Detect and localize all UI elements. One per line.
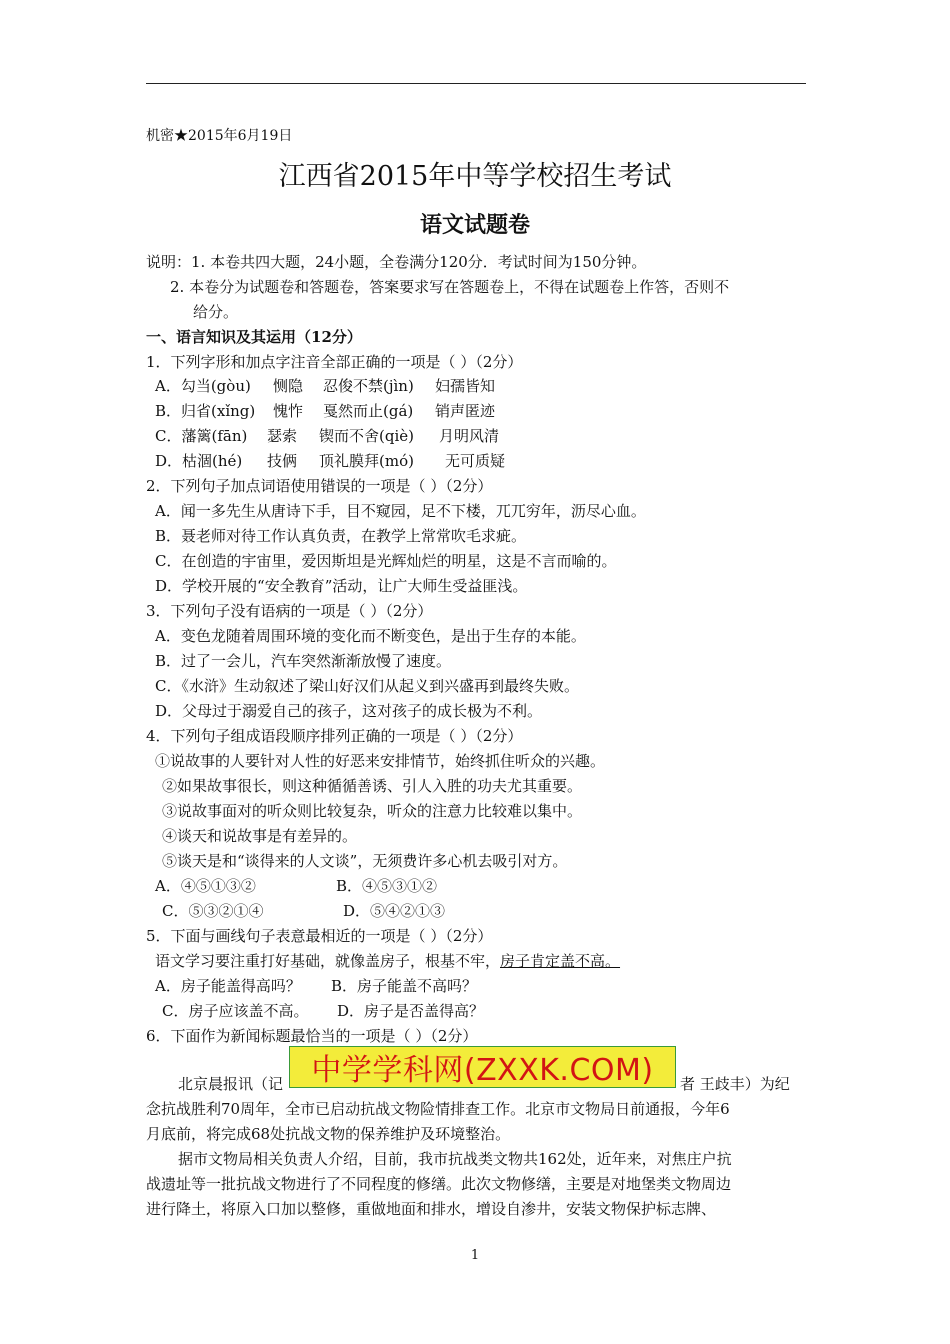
- confidential-date-line: 机密★2015年6月19日: [146, 128, 293, 144]
- question-2-stem: 2．下列句子加点词语使用错误的一项是（ ）（2分）: [146, 477, 493, 495]
- question-3-stem: 3．下列句子没有语病的一项是（ ）（2分）: [146, 602, 433, 620]
- question-2-option-c: C．在创造的宇宙里，爱因斯坦是光辉灿烂的明星，这是不言而喻的。: [155, 552, 617, 570]
- page-number: 1: [470, 1248, 480, 1263]
- question-6-stem: 6．下面作为新闻标题最恰当的一项是（ ）（2分）: [146, 1027, 478, 1045]
- question-4-sentence-1: ①说故事的人要针对人性的好恶来安排情节，始终抓住听众的兴趣。: [155, 752, 606, 770]
- question-5-option-c: C．房子应该盖不高。: [162, 1002, 309, 1020]
- question-2-option-b: B．聂老师对待工作认真负责，在教学上常常吹毛求疵。: [155, 527, 527, 545]
- option-a-item-3: 忍俊不禁(jìn): [323, 377, 414, 395]
- option-b-item-4: 销声匿迹: [435, 402, 496, 420]
- instructions-note-1: 说明：1. 本卷共四大题，24小题，全卷满分120分．考试时间为150分钟。: [146, 253, 647, 271]
- question-3-option-b: B．过了一会儿，汽车突然渐渐放慢了速度。: [155, 652, 452, 670]
- question-4-option-c: C．⑤③②①④: [162, 902, 264, 920]
- option-c-item-2: 瑟索: [267, 427, 298, 445]
- news-paragraph-1-line-2: 念抗战胜利70周年，全市已启动抗战文物险情排查工作。北京市文物局日前通报，今年6: [146, 1100, 730, 1118]
- option-a-item-1: A．勾当(gòu): [155, 377, 251, 395]
- news-paragraph-2-line-3: 进行降土，将原入口加以整修，重做地面和排水，增设自渗井，安装文物保护标志牌、: [146, 1200, 717, 1218]
- news-paragraph-2-line-1: 据市文物局相关负责人介绍，目前，我市抗战类文物共162处，近年来，对焦庄户抗: [178, 1150, 732, 1168]
- option-d-item-2: 技俩: [267, 452, 298, 470]
- question-4-option-b: B．④⑤③①②: [336, 877, 438, 895]
- paper-subtitle: 语文试题卷: [419, 212, 530, 238]
- news-paragraph-1-end: 者 王歧丰）为纪: [680, 1075, 790, 1093]
- question-3-option-d: D．父母过于溺爱自己的孩子，这对孩子的成长极为不利。: [155, 702, 543, 720]
- question-4-sentence-3: ③说故事面对的听众则比较复杂，听众的注意力比较难以集中。: [162, 802, 583, 820]
- question-4-sentence-2: ②如果故事很长，则这种循循善诱、引人入胜的功夫尤其重要。: [162, 777, 583, 795]
- option-c-item-1: C．藩篱(fān): [155, 427, 248, 445]
- option-d-item-4: 无可质疑: [445, 452, 506, 470]
- question-4-sentence-4: ④谈天和说故事是有差异的。: [162, 827, 358, 845]
- option-b-item-1: B．归省(xǐng): [155, 402, 256, 420]
- section-heading: 一、语言知识及其运用（12分）: [146, 328, 362, 346]
- question-2-option-d: D．学校开展的“安全教育”活动，让广大师生受益匪浅。: [155, 577, 528, 595]
- question-5-sentence-text: 语文学习要注重打好基础，就像盖房子，根基不牢，: [155, 952, 501, 970]
- news-paragraph-2-line-2: 战遗址等一批抗战文物进行了不同程度的修缮。此次文物修缮，主要是对地堡类文物周边: [146, 1175, 732, 1193]
- question-5-option-a: A．房子能盖得高吗？: [155, 977, 301, 995]
- question-5-option-d: D．房子是否盖得高？: [337, 1002, 485, 1020]
- question-4-stem: 4．下列句子组成语段顺序排列正确的一项是（ ）（2分）: [146, 727, 523, 745]
- question-2-option-a: A．闻一多先生从唐诗下手，目不窥园，足不下楼，兀兀穷年，沥尽心血。: [155, 502, 646, 520]
- top-rule: [146, 83, 806, 84]
- question-5-sentence: [155, 951, 620, 971]
- exam-title: 江西省2015年中等学校招生考试: [278, 161, 672, 192]
- option-d-item-1: D．枯涸(hé): [155, 452, 243, 470]
- option-c-item-3: 锲而不舍(qiè): [319, 427, 414, 445]
- option-a-item-2: 恻隐: [273, 377, 304, 395]
- option-c-item-4: 月明风清: [439, 427, 500, 445]
- instructions-note-2-cont: 给分。: [193, 303, 239, 321]
- option-b-item-2: 愧怍: [273, 402, 304, 420]
- question-3-option-c: C．《水浒》生动叙述了梁山好汉们从起义到兴盛再到最终失败。: [155, 677, 579, 695]
- question-1-stem: 1．下列字形和加点字注音全部正确的一项是（ ）（2分）: [146, 353, 523, 371]
- option-a-item-4: 妇孺皆知: [435, 377, 496, 395]
- news-paragraph-1-start: 北京晨报讯（记: [178, 1075, 284, 1093]
- underlined-sentence: 房子肯定盖不高。: [500, 952, 621, 970]
- news-paragraph-1-line-3: 月底前，将完成68处抗战文物的保养维护及环境整治。: [146, 1125, 511, 1143]
- question-5-option-b: B．房子能盖不高吗？: [331, 977, 478, 995]
- question-4-sentence-5: ⑤谈天是和“谈得来的人文谈”，无须费许多心机去吸引对方。: [162, 852, 568, 870]
- question-4-option-d: D．⑤④②①③: [343, 902, 446, 920]
- option-d-item-3: 顶礼膜拜(mó): [319, 452, 414, 470]
- question-4-option-a: A．④⑤①③②: [155, 877, 256, 895]
- question-5-stem: 5．下面与画线句子表意最相近的一项是（ ）（2分）: [146, 927, 493, 945]
- zxxk-watermark-logo: 中学学科网(ZXXK.COM): [289, 1046, 676, 1088]
- instructions-note-2: 2. 本卷分为试题卷和答题卷，答案要求写在答题卷上，不得在试题卷上作答，否则不: [170, 278, 730, 296]
- option-b-item-3: 戛然而止(gá): [323, 402, 414, 420]
- question-3-option-a: A．变色龙随着周围环境的变化而不断变色，是出于生存的本能。: [155, 627, 586, 645]
